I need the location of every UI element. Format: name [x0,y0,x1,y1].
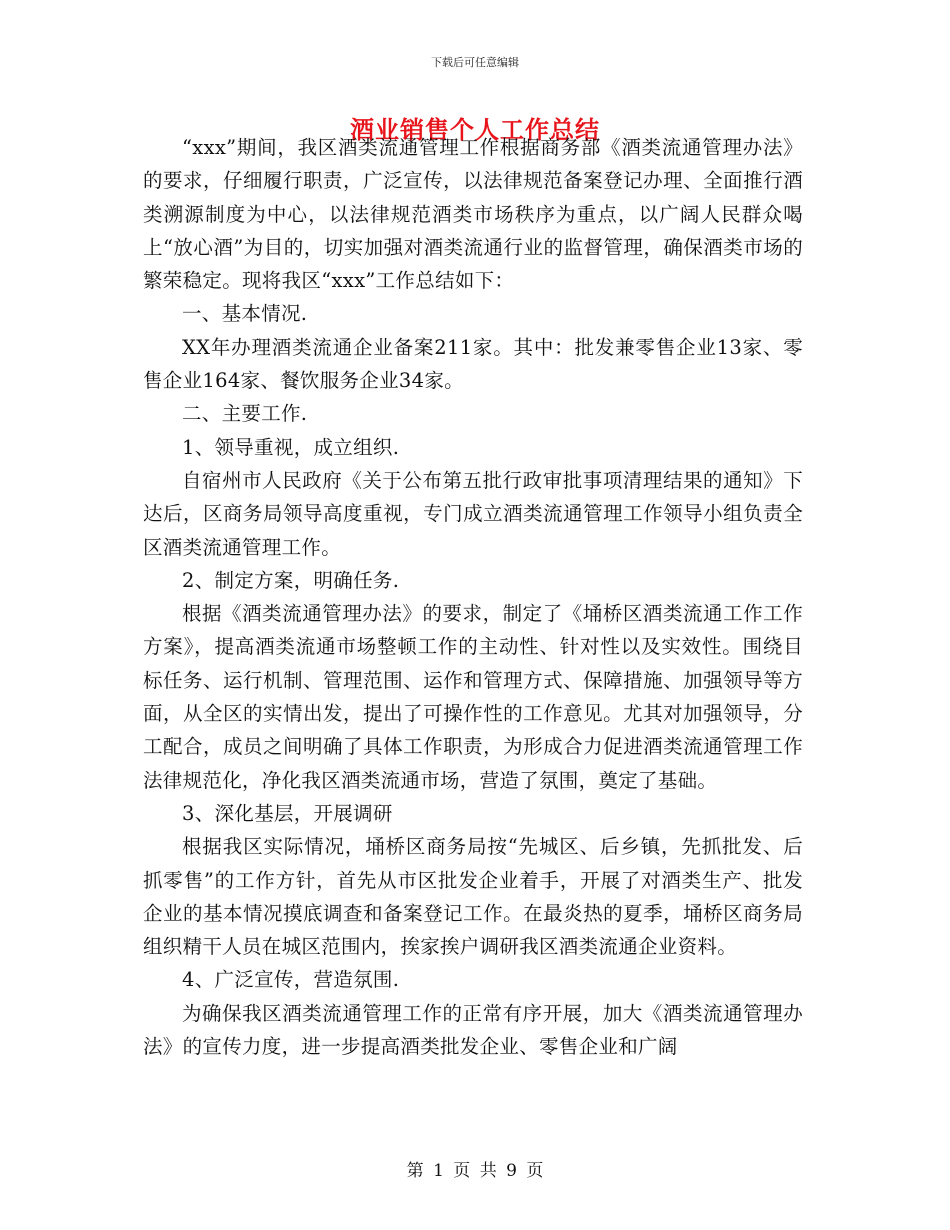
paragraph-intro: “xxx”期间，我区酒类流通管理工作根据商务部《酒类流通管理办法》的要求，仔细履行职责，广泛宣传，以法律规范备案登记办理、全面推行酒类溯源制度为中心，以法律规范酒类市场秩序为重点，以广阔人民群众喝上“放心酒”为目的，切实加强对酒类流通行业的监督管理，确保酒类市场的繁荣稳定。现将我区“xxx”工作总结如下： [143,136,803,293]
subsection-heading: 3、深化基层，开展调研 [182,801,393,825]
page-footer: 第 1 页 共 9 页 [406,1161,544,1181]
paragraph: XX年办理酒类流通企业备案211家。其中：批发兼零售企业13家、零售企业164家、餐饮服务企业34家。 [143,335,803,393]
section-heading: 二、主要工作. [182,402,308,426]
document-title: 酒业销售个人工作总结 [350,115,600,144]
paragraph: 自宿州市人民政府《关于公布第五批行政审批事项清理结果的通知》下达后，区商务局领导高度重视，专门成立酒类流通管理工作领导小组负责全区酒类流通管理工作。 [143,468,803,559]
subsection-heading: 4、广泛宣传，营造氛围. [182,968,400,992]
document-body [143,131,803,1063]
paragraph: 为确保我区酒类流通管理工作的正常有序开展，加大《酒类流通管理办法》的宣传力度，进一步提高酒类批发企业、零售企业和广阔 [143,1001,803,1059]
paragraph: 根据《酒类流通管理办法》的要求，制定了《埇桥区酒类流通工作工作方案》，提高酒类流通市场整顿工作的主动性、针对性以及实效性。围绕目标任务、运行机制、管理范围、运作和管理方式、保障措施、加强领导等方面，从全区的实情出发，提出了可操作性的工作意见。尤其对加强领导，分工配合，成员之间明确了具体工作职责，为形成合力促进酒类流通管理工作法律规范化，净化我区酒类流通市场，营造了氛围，奠定了基础。 [143,602,803,792]
header-note: 下载后可任意编辑 [431,56,519,69]
subsection-heading: 1、领导重视，成立组织. [182,435,400,459]
paragraph: 根据我区实际情况，埇桥区商务局按“先城区、后乡镇，先抓批发、后抓零售”的工作方针，首先从市区批发企业着手，开展了对酒类生产、批发企业的基本情况摸底调查和备案登记工作。在最炎热的夏季，埇桥区商务局组织精干人员在城区范围内，挨家挨户调研我区酒类流通企业资料。 [143,835,803,959]
section-heading: 一、基本情况. [182,302,308,326]
subsection-heading: 2、制定方案，明确任务. [182,568,400,592]
